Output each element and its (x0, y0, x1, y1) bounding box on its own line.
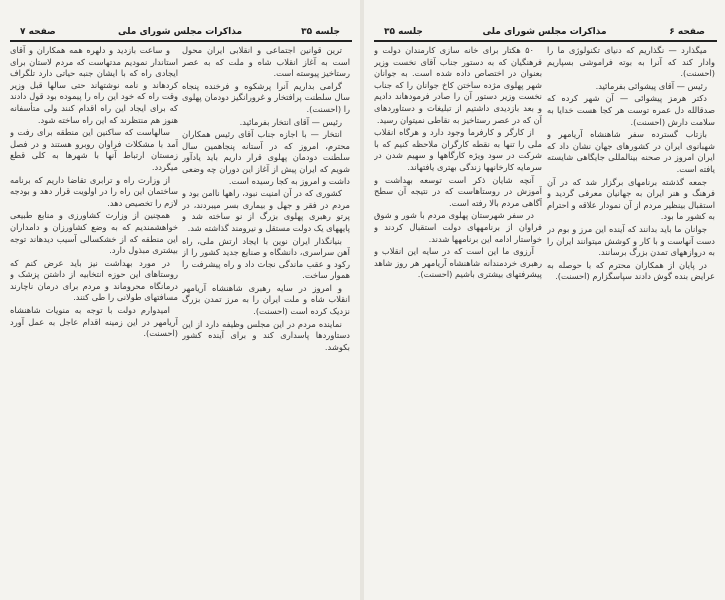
paragraph: آنچه شایان ذکر است توسعه بهداشت و آموزش در روستاهاست که در نتیجه آن سطح آگاهی مردم بالا رفته است. (374, 174, 542, 208)
paragraph: از وزارت راه و ترابری تقاضا داریم که برنامه ساختمان این راه را در اولویت قرار دهد و بودجه لازم را تخصیص دهد. (10, 174, 178, 208)
paragraph: رئیس — آقای انتخار بفرمائید. (239, 116, 342, 127)
paragraph: ۵۰ هکتار برای خانه سازی کارمندان دولت و فرهنگیان که به دستور جناب آقای نخست وزیر بعنوان در اختصاص داده شده است. به جوانان شهر پهلوی مژده ساختن کاخ جوانان را که جناب نخست وزیر دستور آن را صادر فرمودهاند دادیم و بعد بازدیدی داشتیم از تبلیغات و دستاوردهای آن که در عصر رستاخیز به نقاطی نمیتوان رسید. (374, 45, 542, 125)
paragraph: انتخار — با اجازه جناب آقای رئیس همکاران محترم، امروز که در آستانه پنجاهمین سال سلطنت دودمان پهلوی قرار داریم باید یادآور شویم که ایران پیش از آغاز این دوران چه وضعی داشت و امروز به کجا رسیده است. (182, 129, 350, 186)
paragraph: سالهاست که ساکنین این منطقه برای رفت و آمد با مشکلات فراوان روبرو هستند و در فصل زمستان ارتباط آنها با شهرها به کلی قطع میگردد. (10, 127, 178, 172)
page-number: صفحه ۷ (20, 27, 56, 37)
paragraph: در پایان از همکاران محترم که با حوصله به عرایض بنده گوش دادند سپاسگزارم (احسنت). (547, 259, 715, 282)
paragraph: نماینده مردم در این مجلس وظیفه دارد از این دستاوردها پاسداری کند و برای آینده کشور بکوشد. (182, 318, 350, 352)
page-header (374, 27, 715, 39)
paragraph: رئیس — آقای پیشوائی بفرمائید. (595, 80, 707, 91)
paragraph: بازتاب گسترده سفر شاهنشاه آریامهر و شهبانوی ایران در کشورهای جهان نشان داد که ایران امروز در صحنه بینالمللی جایگاهی شایسته یافته است. (547, 129, 715, 174)
paragraph: از کارگر و کارفرما وجود دارد و هرگاه انقلاب ملی را تنها به نقطه کارگران ملاحظه کنیم که با شرکت در سود ویژه کارگاهها و سهیم شدن در سرمایه کارخانهها زندگی بهتری یافتهاند. (374, 127, 542, 172)
text-column-right (182, 45, 350, 593)
paragraph: میگذارد — نگذاریم که دنیای تکنولوژی ما را وادار کند که آنرا به بوته فراموشی بسپاریم (احسنت). (547, 45, 715, 79)
text-column-right (547, 45, 715, 593)
paragraph: گرامی بداریم آنرا پرشکوه و فرخنده پنجاه سال سلطنت پرافتخار و غرورانگیز دودمان پهلوی را (احسنت). (182, 80, 350, 114)
paragraph: و امروز در سایه رهبری شاهنشاه آریامهر انقلاب شاه و ملت ایران را به مرز تمدن بزرگ نزدیک کرده است (احسنت). (182, 282, 350, 317)
paragraph: در سفر شهرستان پهلوی مردم با شور و شوق فراوان از برنامههای دولت استقبال کردند و خواستار ادامه این برنامهها شدند. (374, 210, 542, 244)
right-page (364, 0, 725, 600)
paragraph: و ساعت بازدید و دلهره همه همکاران و آقای استاندار نمودیم مدتهاست که مردم لاستان برای ایجادی راه که با ایشان جنبه حیاتی دارد تلگراف کردهاند و نامه نوشتهاند حتی سالها قبل وزیر وقت راه که خود این راه را پیموده بود قول دادند که برای ایجاد این راه اقدام کنند ولی متأسفانه هنوز هم منتظرند که این راه ساخته شود. (10, 45, 178, 125)
text-column-left (10, 45, 178, 593)
text-column-left (374, 45, 542, 593)
publication-title: مذاکرات مجلس شورای ملی (117, 27, 243, 37)
page-header (10, 27, 350, 39)
paragraph: بنیانگذار ایران نوین با ایجاد ارتش ملی، راه آهن سراسری، دانشگاه و صنایع جدید کشور را از رکود و عقب ماندگی نجات داد و راه پیشرفت را هموار ساخت. (182, 235, 350, 281)
paragraph: امیدوارم دولت با توجه به منویات شاهنشاه آریامهر در این زمینه اقدام عاجل به عمل آورد (احسنت). (10, 305, 178, 339)
paragraph: آرزوی ما این است که در سایه این انقلاب و رهبری خردمندانه شاهنشاه آریامهر هر روز شاهد پیشرفتهای بیشتری باشیم (احسنت). (374, 246, 542, 280)
paragraph: ترین قوانین اجتماعی و انقلابی ایران محول است به آغاز انقلاب شاه و ملت که به عصر رستاخیز پیوسته است. (182, 45, 350, 79)
paragraph: جوانان ما باید بدانند که آینده این مرز و بوم در دست آنهاست و با کار و کوشش میتوانند ایران را به دروازههای تمدن بزرگ برسانند. (547, 223, 715, 258)
paragraph: در مورد بهداشت نیز باید عرض کنم که روستاهای این حوزه انتخابیه از داشتن پزشک و درمانگاه محروماند و مردم برای درمان ناچارند مسافتهای طولانی را طی کنند. (10, 257, 178, 303)
publication-title: مذاکرات مجلس شورای ملی (482, 27, 607, 37)
session-number: جلسه ۳۵ (384, 27, 423, 37)
page-number: صفحه ۶ (669, 27, 705, 37)
paragraph: همچنین از وزارت کشاورزی و منابع طبیعی خواهشمندیم که به وضع کشاورزان و دامداران این منطقه که از خشکسالی آسیب دیدهاند توجه بیشتری مبذول دارد. (10, 210, 178, 256)
paragraph: کشوری که در آن امنیت نبود، راهها ناامن بود و مردم در فقر و جهل و بیماری بسر میبردند، در پرتو رهبری پهلوی بزرگ از نو ساخته شد و پایههای یک دولت مستقل و نیرومند گذاشته شد. (182, 188, 350, 233)
paragraph: دکتر هرمز پیشوائی — آن شهر کرده که صدقالله دل عمره توست هر کجا هست خدایا به سلامت دارش (احسنت). (547, 93, 715, 127)
header-rule (10, 40, 352, 42)
session-number: جلسه ۳۵ (301, 27, 340, 37)
header-rule (374, 40, 717, 42)
paragraph: جمعه گذشته برنامهای برگزار شد که در آن فرهنگ و هنر ایران به جهانیان معرفی گردید و استقبال بینظیر مردم از آن نمودار علاقه و احترام به کشور ما بود. (547, 176, 715, 222)
left-page (0, 0, 360, 600)
